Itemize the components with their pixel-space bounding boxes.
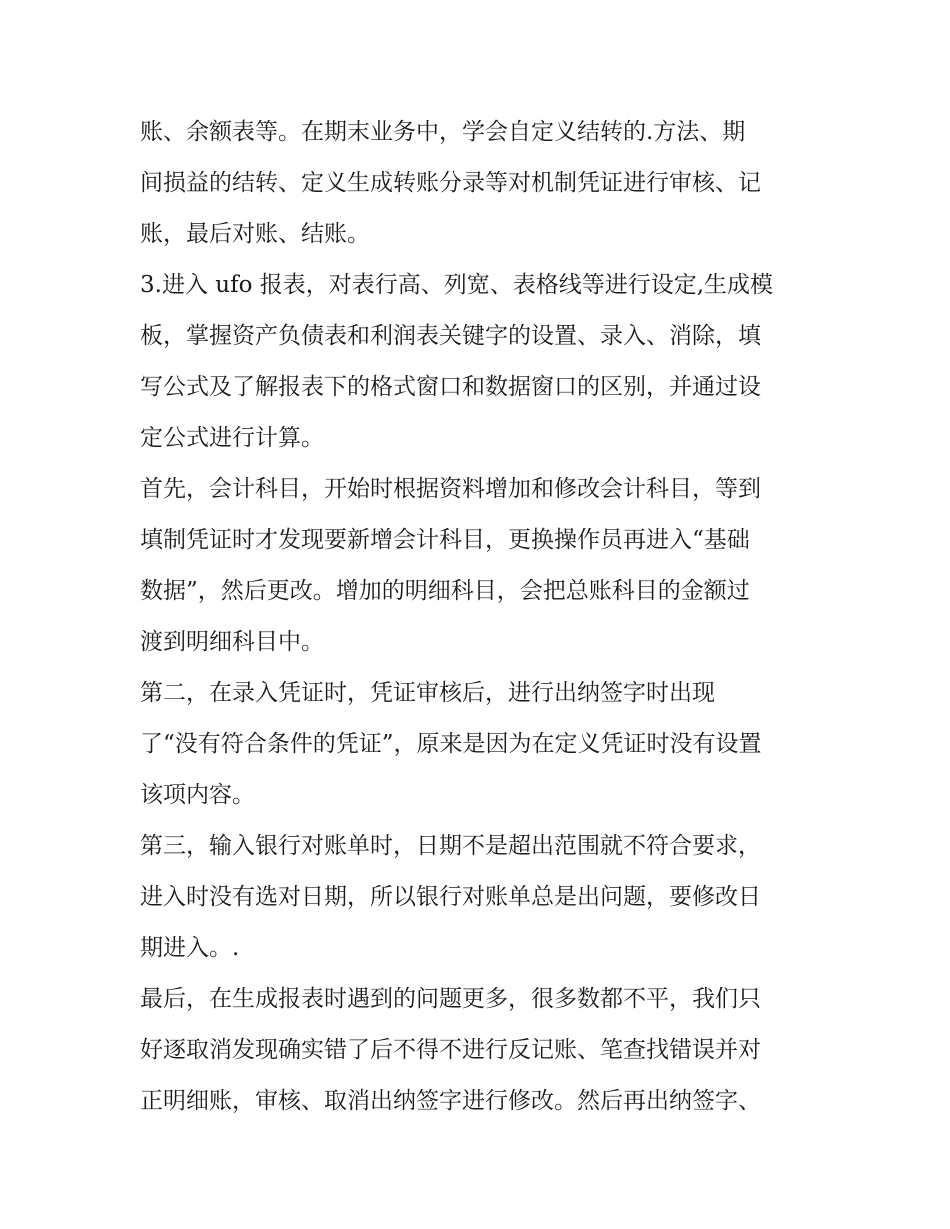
text-line: 渡到明细科目中。: [140, 629, 324, 655]
text-line: 进入时没有选对日期，所以银行对账单总是出问题，要修改日: [140, 884, 761, 910]
text-line: 账，最后对账、结账。: [140, 221, 370, 247]
body-text: [140, 107, 820, 1127]
text-line: 填制凭证时才发现要新增会计科目，更换操作员再进入“基础: [140, 527, 750, 553]
text-line: 首先，会计科目，开始时根据资料增加和修改会计科目，等到: [140, 476, 761, 502]
text-line: 第二，在录入凭证时，凭证审核后，进行出纳签字时出现: [140, 680, 715, 706]
text-line: 板，掌握资产负债表和利润表关键字的设置、录入、消除，填: [140, 323, 761, 349]
text-line: 定公式进行计算。: [140, 425, 324, 451]
text-line: 第三，输入银行对账单时，日期不是超出范围就不符合要求，: [140, 833, 761, 859]
text-line: 正明细账，审核、取消出纳签字进行修改。然后再出纳签字、: [140, 1088, 761, 1114]
text-line: 最后，在生成报表时遇到的问题更多，很多数都不平，我们只: [140, 986, 761, 1012]
text-line: 期进入。.: [140, 935, 240, 961]
text-line: 3.进入 ufo 报表，对表行高、列宽、表格线等进行设定,生成模: [140, 272, 774, 298]
text-line: 数据”，然后更改。增加的明细科目，会把总账科目的金额过: [140, 578, 750, 604]
text-line: 账、余额表等。在期末业务中，学会自定义结转的.方法、期: [140, 119, 746, 145]
text-line: 间损益的结转、定义生成转账分录等对机制凭证进行审核、记: [140, 170, 761, 196]
text-line: 该项内容。: [140, 782, 255, 808]
text-line: 好逐取消发现确实错了后不得不进行反记账、笔查找错误并对: [140, 1037, 761, 1063]
text-line: 写公式及了解报表下的格式窗口和数据窗口的区别，并通过设: [140, 374, 761, 400]
text-line: 了“没有符合条件的凭证”，原来是因为在定义凭证时没有设置: [140, 731, 762, 757]
